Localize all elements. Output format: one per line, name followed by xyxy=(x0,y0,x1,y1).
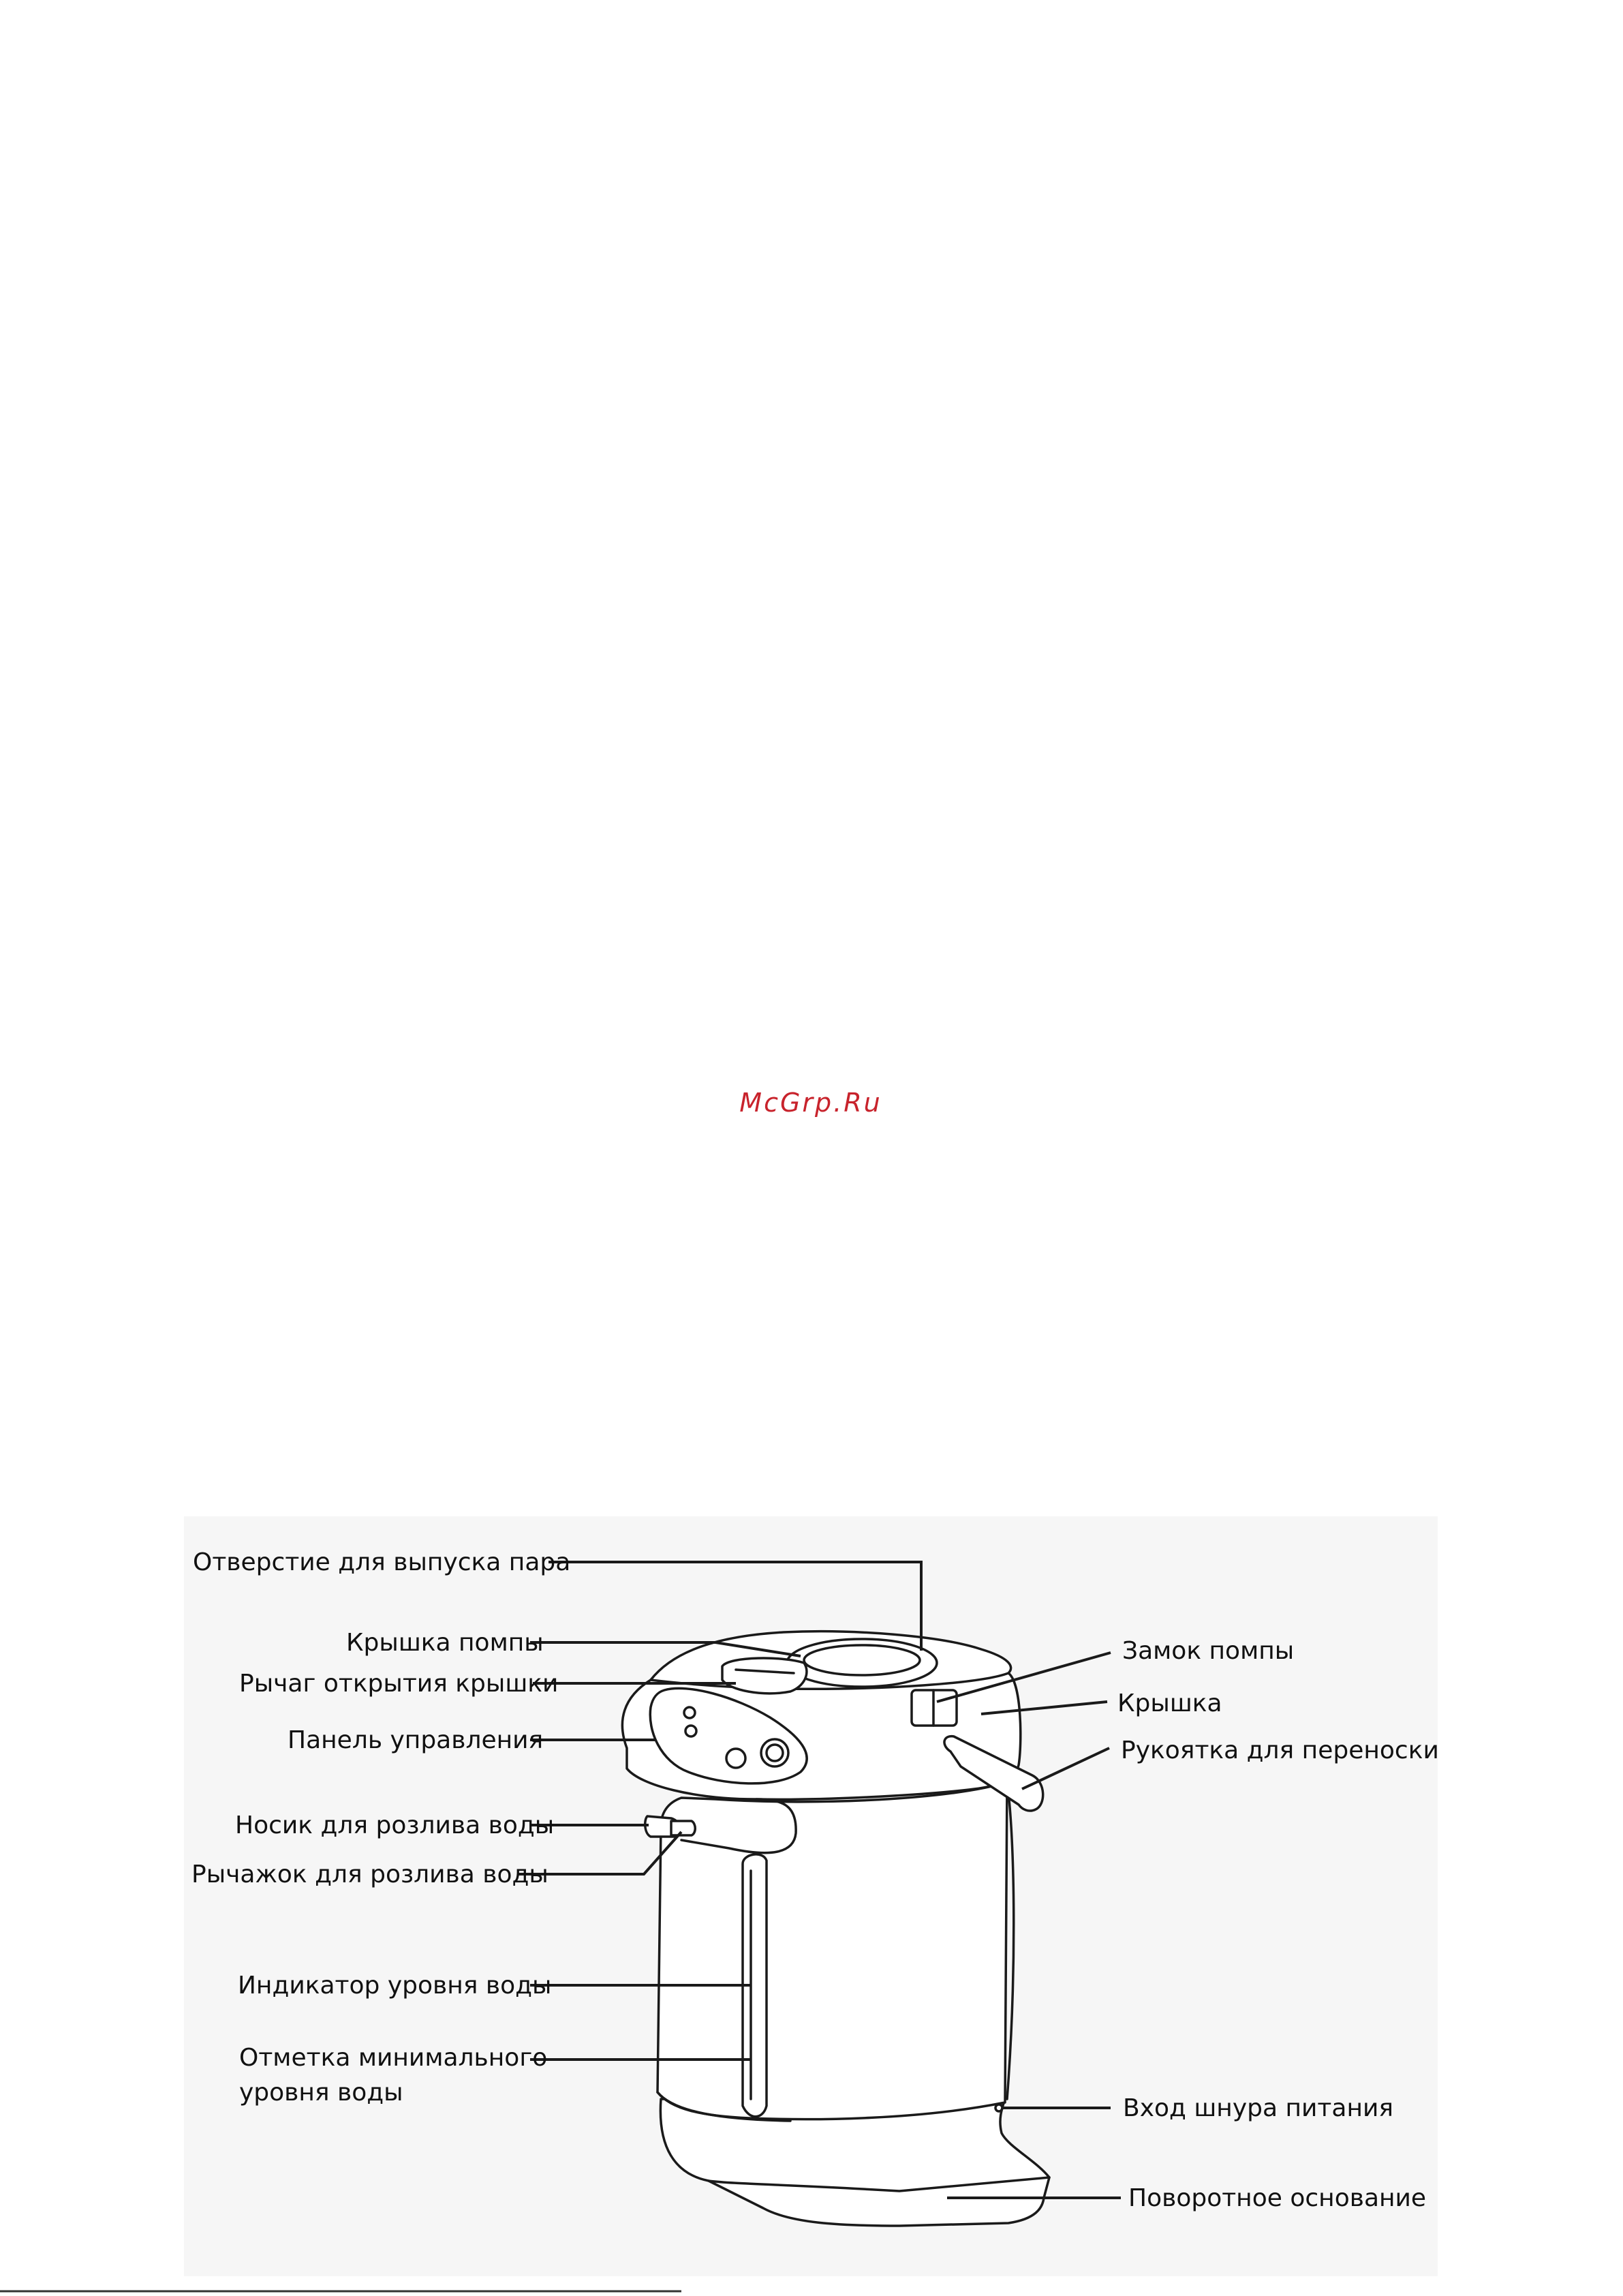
thermopot-drawing xyxy=(622,1632,1049,2226)
label-min-mark-line2: уровня воды xyxy=(239,2079,403,2107)
label-lid-lever: Рычаг открытия крышки xyxy=(239,1670,559,1698)
label-spout: Носик для розлива воды xyxy=(235,1811,555,1839)
lid-lever-shape xyxy=(722,1658,807,1694)
label-carry-handle: Рукоятка для переноски xyxy=(1121,1736,1439,1764)
watermark: McGrp.Ru xyxy=(739,1088,882,1118)
label-level-indicator: Индикатор уровня воды xyxy=(238,1972,552,2000)
label-power-inlet: Вход шнура питания xyxy=(1123,2094,1394,2122)
label-swivel-base: Поворотное основание xyxy=(1128,2184,1427,2212)
pour-lever-shape xyxy=(671,1821,695,1835)
label-pour-lever: Рычажок для розлива воды xyxy=(191,1861,548,1888)
body-shape xyxy=(658,1782,1007,2119)
label-lid: Крышка xyxy=(1117,1689,1222,1717)
label-steam-vent: Отверстие для выпуска пара xyxy=(193,1548,571,1576)
label-pump-lid: Крышка помпы xyxy=(346,1629,544,1657)
label-pump-lock: Замок помпы xyxy=(1122,1637,1295,1665)
label-min-mark-line1: Отметка минимального xyxy=(239,2044,548,2072)
label-control-panel: Панель управления xyxy=(288,1726,544,1754)
